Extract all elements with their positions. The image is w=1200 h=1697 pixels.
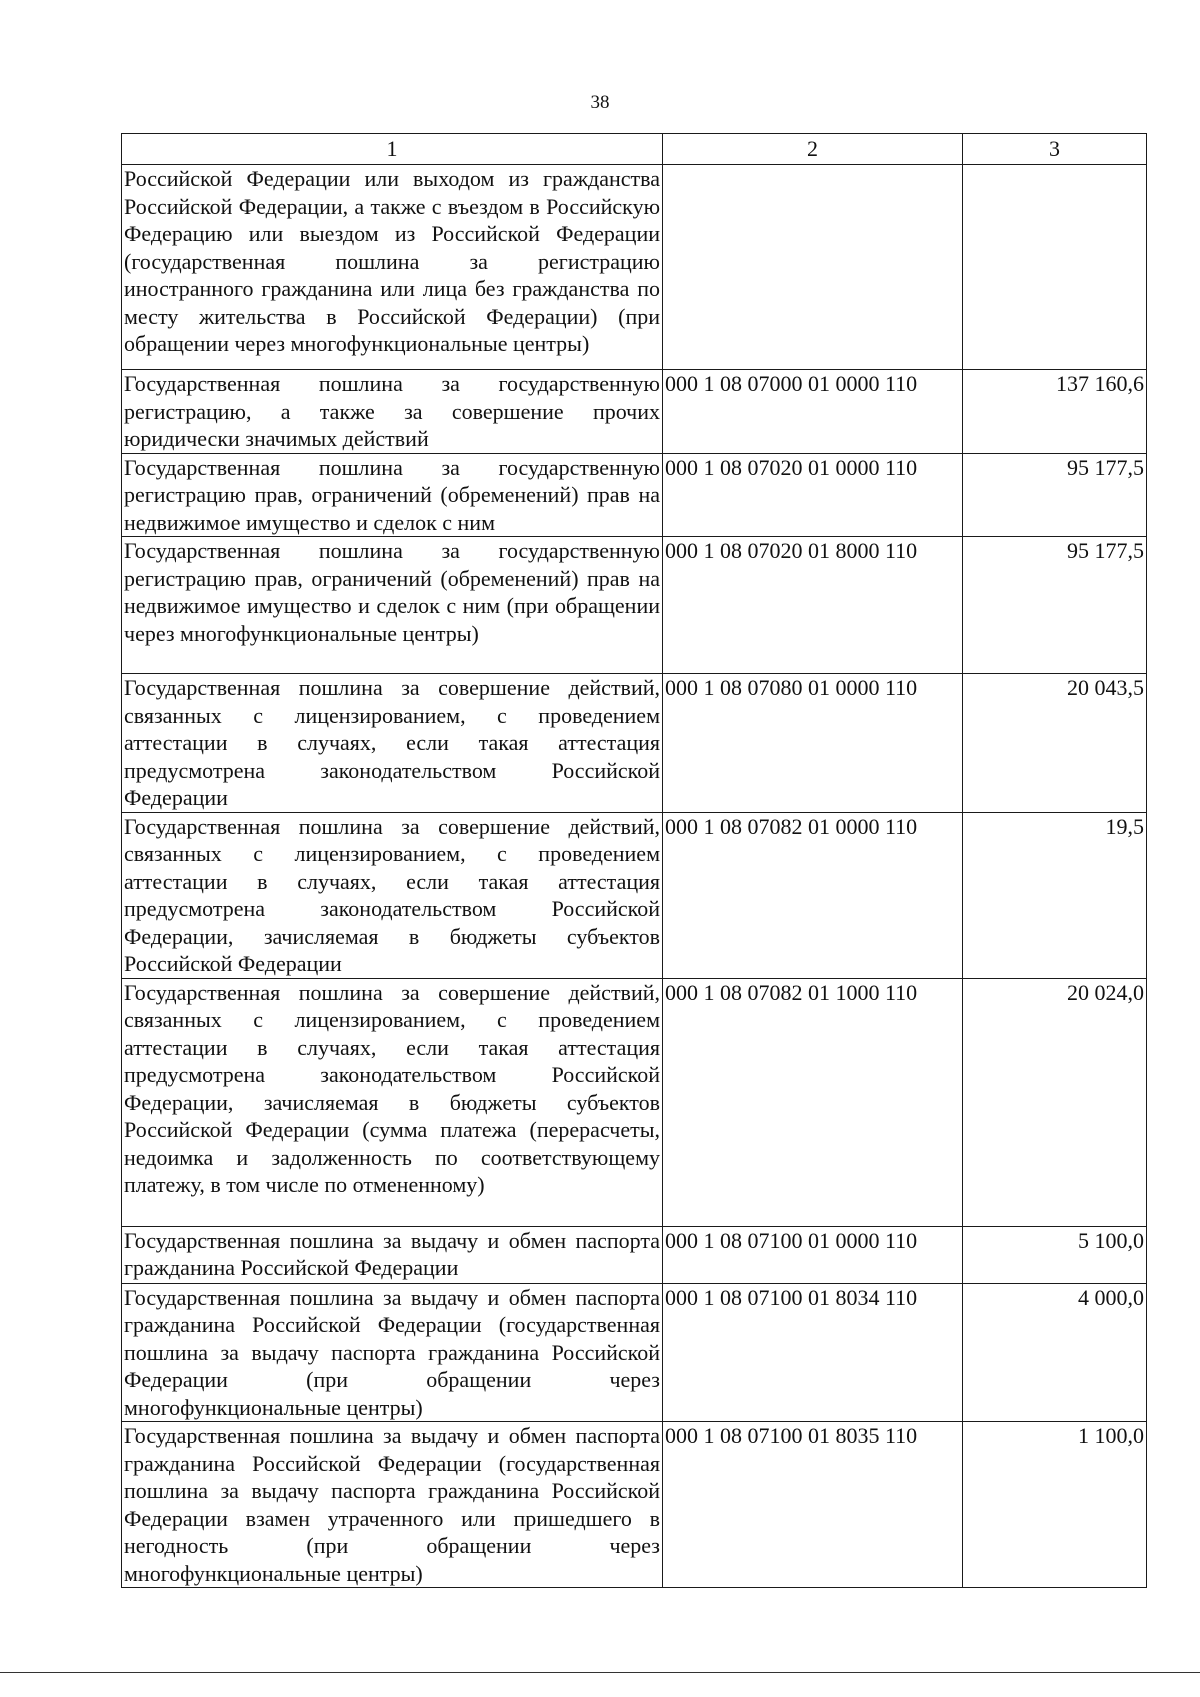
row-amount: 5 100,0 xyxy=(963,1226,1147,1283)
row-code: 000 1 08 07080 01 0000 110 xyxy=(663,674,963,813)
row-amount: 4 000,0 xyxy=(963,1283,1147,1422)
table-row xyxy=(122,453,1147,537)
table-row xyxy=(122,674,1147,813)
table-row xyxy=(122,812,1147,978)
row-code: 000 1 08 07000 01 0000 110 xyxy=(663,370,963,454)
row-name: Российской Федерации или выходом из гражданства Российской Федерации, а также с въездом в Российскую Федерацию или выездом из Российской Федерации (государственная пошлина за регистрацию иностранного гражданина или лица без гражданства по месту жительства в Российской Федерации) (при обращении через многофункциональные центры) xyxy=(122,165,663,370)
row-amount: 95 177,5 xyxy=(963,537,1147,674)
header-row xyxy=(122,134,1147,165)
table-row xyxy=(122,1422,1147,1588)
row-code: 000 1 08 07082 01 0000 110 xyxy=(663,812,963,978)
table-row xyxy=(122,1226,1147,1283)
row-amount: 95 177,5 xyxy=(963,453,1147,537)
page-number: 38 xyxy=(590,92,610,113)
table-row xyxy=(122,978,1147,1226)
table-row xyxy=(122,1283,1147,1422)
row-amount: 137 160,6 xyxy=(963,370,1147,454)
row-code xyxy=(663,165,963,370)
column-header-3: 3 xyxy=(963,134,1147,165)
table-row xyxy=(122,370,1147,454)
row-code: 000 1 08 07020 01 8000 110 xyxy=(663,537,963,674)
row-amount: 19,5 xyxy=(963,812,1147,978)
row-code: 000 1 08 07020 01 0000 110 xyxy=(663,453,963,537)
row-name: Государственная пошлина за государственную регистрацию прав, ограничений (обременений) прав на недвижимое имущество и сделок с ним xyxy=(122,453,663,537)
row-amount xyxy=(963,165,1147,370)
row-name: Государственная пошлина за совершение действий, связанных с лицензированием, с проведением аттестации в случаях, если такая аттестация предусмотрена законодательством Российской Федерации, зачисляемая в бюджеты субъектов Российской Федерации (сумма платежа (перерасчеты, недоимка и задолженность по соответствующему платежу, в том числе по отмененному) xyxy=(122,978,663,1226)
row-code: 000 1 08 07100 01 8035 110 xyxy=(663,1422,963,1588)
revenue-table xyxy=(121,133,1147,1588)
row-name: Государственная пошлина за выдачу и обмен паспорта гражданина Российской Федерации xyxy=(122,1226,663,1283)
row-code: 000 1 08 07082 01 1000 110 xyxy=(663,978,963,1226)
row-amount: 20 024,0 xyxy=(963,978,1147,1226)
column-header-2: 2 xyxy=(663,134,963,165)
column-header-1: 1 xyxy=(122,134,663,165)
row-name: Государственная пошлина за государственную регистрацию, а также за совершение прочих юридически значимых действий xyxy=(122,370,663,454)
row-code: 000 1 08 07100 01 8034 110 xyxy=(663,1283,963,1422)
row-name: Государственная пошлина за выдачу и обмен паспорта гражданина Российской Федерации (государственная пошлина за выдачу паспорта гражданина Российской Федерации (при обращении через многофункциональные центры) xyxy=(122,1283,663,1422)
row-amount: 20 043,5 xyxy=(963,674,1147,813)
row-name: Государственная пошлина за государственную регистрацию прав, ограничений (обременений) прав на недвижимое имущество и сделок с ним (при обращении через многофункциональные центры) xyxy=(122,537,663,674)
row-name: Государственная пошлина за совершение действий, связанных с лицензированием, с проведением аттестации в случаях, если такая аттестация предусмотрена законодательством Российской Федерации xyxy=(122,674,663,813)
row-amount: 1 100,0 xyxy=(963,1422,1147,1588)
table-row xyxy=(122,537,1147,674)
row-name: Государственная пошлина за совершение действий, связанных с лицензированием, с проведением аттестации в случаях, если такая аттестация предусмотрена законодательством Российской Федерации, зачисляемая в бюджеты субъектов Российской Федерации xyxy=(122,812,663,978)
row-name: Государственная пошлина за выдачу и обмен паспорта гражданина Российской Федерации (государственная пошлина за выдачу паспорта гражданина Российской Федерации взамен утраченного или пришедшего в негодность (при обращении через многофункциональные центры) xyxy=(122,1422,663,1588)
table-row xyxy=(122,165,1147,370)
row-code: 000 1 08 07100 01 0000 110 xyxy=(663,1226,963,1283)
bottom-rule xyxy=(0,1672,1200,1673)
